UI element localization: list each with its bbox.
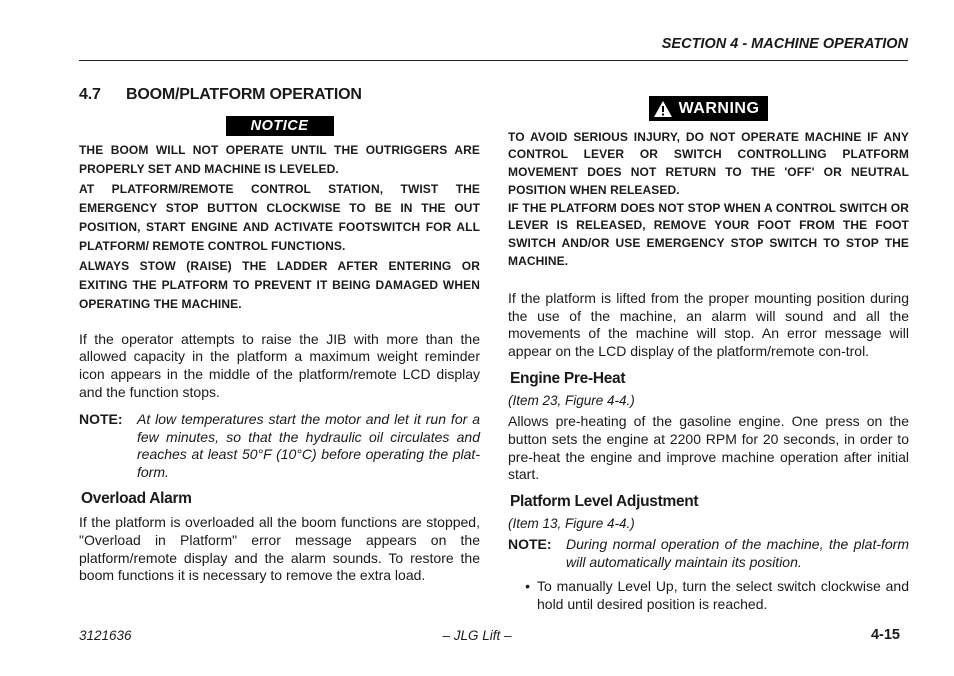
note-label: NOTE:: [508, 536, 552, 553]
notice-line-2: AT PLATFORM/REMOTE CONTROL STATION, TWIST THE EMERGENCY STOP BUTTON CLOCKWISE TO BE IN THE OUT POSITION, START ENGINE AND ACTIVATE FOOTSWITCH FOR ALL PLATFORM/ REMOTE CONTROL FUNCTIONS.: [79, 181, 480, 254]
bullet-icon: •: [525, 577, 530, 594]
warning-triangle-icon: [653, 100, 673, 118]
warning-line-1: TO AVOID SERIOUS INJURY, DO NOT OPERATE MACHINE IF ANY CONTROL LEVER OR SWITCH CONTROLLING PLATFORM MOVEMENT DOES NOT RETURN TO THE 'OFF' OR NEUTRAL POSITION WHEN RELEASED.: [508, 129, 909, 197]
page-header-title: SECTION 4 - MACHINE OPERATION: [661, 36, 908, 52]
engine-preheat-heading: Engine Pre-Heat: [510, 370, 626, 388]
section-number: 4.7: [79, 86, 101, 103]
footer-publisher: – JLG Lift –: [442, 628, 512, 643]
list-item: [508, 578, 909, 614]
engine-preheat-reference: (Item 23, Figure 4-4.): [508, 393, 635, 409]
notice-badge: NOTICE: [226, 116, 334, 136]
notice-box: [79, 116, 480, 136]
section-heading: [79, 86, 480, 104]
platform-level-note: [508, 536, 909, 572]
footer-page-number: 4-15: [870, 627, 900, 643]
note-text: During normal operation of the machine, the plat-form will automatically maintain its position.: [566, 536, 909, 571]
note-label: NOTE:: [79, 410, 123, 427]
left-column: [79, 86, 480, 585]
note-block: [79, 411, 480, 482]
footer-doc-number: 3121636: [79, 628, 132, 643]
header-rule: [79, 60, 908, 61]
warning-label: WARNING: [678, 99, 760, 117]
notice-line-3: ALWAYS STOW (RAISE) THE LADDER AFTER ENTERING OR EXITING THE PLATFORM TO PREVENT IT BEING DAMAGED WHEN OPERATING THE MACHINE.: [79, 258, 480, 312]
bullet-text: To manually Level Up, turn the select switch clockwise and hold until desired position is reached.: [537, 577, 909, 612]
jib-capacity-paragraph: If the operator attempts to raise the JIB with more than the allowed capacity in the platform a maximum weight reminder icon appears in the middle of the platform/remote LCD display and the function stops.: [79, 330, 480, 401]
platform-level-heading: Platform Level Adjustment: [510, 493, 699, 511]
overload-alarm-text: If the platform is overloaded all the boom functions are stopped, "Overload in Platform" error message appears on the platform/remote display and the alarm sounds. To restore the boom functions it is necessary to remove the extra load.: [79, 514, 480, 584]
overload-alarm-heading: Overload Alarm: [81, 490, 192, 508]
note-text: At low temperatures start the motor and let it run for a few minutes, so that the hydraulic oil circulates and reaches at least 50°F (10°C) before operating the plat-form.: [137, 410, 480, 481]
right-column: [508, 86, 909, 613]
warning-line-2: IF THE PLATFORM DOES NOT STOP WHEN A CONTROL SWITCH OR LEVER IS RELEASED, REMOVE YOUR FOOT FROM THE FOOT SWITCH AND/OR USE EMERGENCY STOP SWITCH TO STOP THE MACHINE.: [508, 200, 909, 269]
section-title: BOOM/PLATFORM OPERATION: [126, 86, 362, 103]
notice-line-1: THE BOOM WILL NOT OPERATE UNTIL THE OUTRIGGERS ARE PROPERLY SET AND MACHINE IS LEVELED.: [79, 143, 480, 177]
platform-level-reference: (Item 13, Figure 4-4.): [508, 516, 635, 532]
engine-preheat-text: Allows pre-heating of the gasoline engine. One press on the button sets the engine at 2200 RPM for 20 seconds, in order to pre-heat the engine and improve machine operation after initial start.: [508, 413, 909, 483]
warning-box: [508, 96, 909, 123]
platform-lift-paragraph: If the platform is lifted from the proper mounting position during the use of the machine, an alarm will sound and all the movements of the machine will stop. An error message will appear on the LCD display of the platform/remote con-trol.: [508, 289, 909, 360]
warning-badge: [649, 96, 769, 121]
